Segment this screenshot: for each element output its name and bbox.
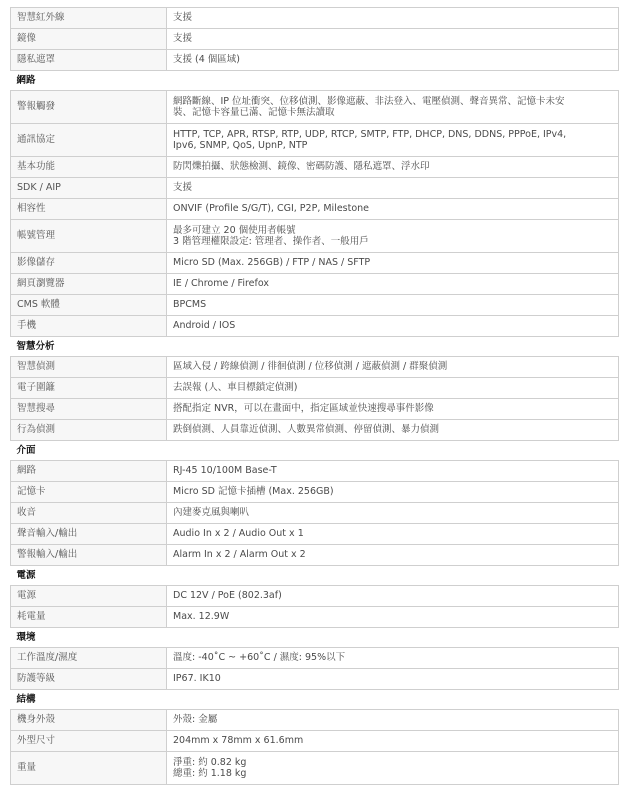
spec-label: 收音 [11, 503, 167, 524]
spec-label: 鏡像 [11, 29, 167, 50]
spec-table-body [11, 8, 619, 785]
spec-value: 淨重: 約 0.82 kg 總重: 約 1.18 kg [167, 752, 619, 785]
spec-value: 內建麥克風與喇叭 [167, 503, 619, 524]
spec-label: 智慧紅外線 [11, 8, 167, 29]
spec-label: 影像儲存 [11, 253, 167, 274]
spec-row [11, 752, 619, 785]
spec-row [11, 157, 619, 178]
spec-row [11, 731, 619, 752]
spec-label: 相容性 [11, 199, 167, 220]
spec-row [11, 220, 619, 253]
spec-value: 支援 (4 個區域) [167, 50, 619, 71]
spec-row [11, 503, 619, 524]
spec-value: 溫度: -40˚C ~ +60˚C / 濕度: 95%以下 [167, 648, 619, 669]
spec-label: 帳號管理 [11, 220, 167, 253]
spec-label: 網頁瀏覽器 [11, 274, 167, 295]
section-header-row [11, 690, 619, 710]
spec-value: 204mm x 78mm x 61.6mm [167, 731, 619, 752]
spec-value: Alarm In x 2 / Alarm Out x 2 [167, 545, 619, 566]
spec-label: 外型尺寸 [11, 731, 167, 752]
spec-row [11, 316, 619, 337]
spec-row [11, 399, 619, 420]
spec-row [11, 29, 619, 50]
section-header-row [11, 566, 619, 586]
spec-label: 隱私遮罩 [11, 50, 167, 71]
section-title: 智慧分析 [11, 337, 619, 357]
spec-row [11, 253, 619, 274]
spec-value: 區域入侵 / 跨線偵測 / 徘徊偵測 / 位移偵測 / 遮蔽偵測 / 群聚偵測 [167, 357, 619, 378]
spec-value: Android / IOS [167, 316, 619, 337]
spec-value: 支援 [167, 178, 619, 199]
spec-label: 聲音輸入/輸出 [11, 524, 167, 545]
spec-row [11, 178, 619, 199]
spec-row [11, 357, 619, 378]
section-header-row [11, 71, 619, 91]
section-title: 介面 [11, 441, 619, 461]
spec-label: 智慧偵測 [11, 357, 167, 378]
spec-row [11, 199, 619, 220]
spec-value: RJ-45 10/100M Base-T [167, 461, 619, 482]
section-header-row [11, 337, 619, 357]
spec-row [11, 648, 619, 669]
spec-row [11, 274, 619, 295]
spec-label: 手機 [11, 316, 167, 337]
spec-value: IE / Chrome / Firefox [167, 274, 619, 295]
spec-row [11, 461, 619, 482]
spec-row [11, 586, 619, 607]
spec-value: ONVIF (Profile S/G/T), CGI, P2P, Milestone [167, 199, 619, 220]
spec-row [11, 8, 619, 29]
spec-value: DC 12V / PoE (802.3af) [167, 586, 619, 607]
spec-label: 行為偵測 [11, 420, 167, 441]
spec-label: 重量 [11, 752, 167, 785]
spec-label: 機身外殼 [11, 710, 167, 731]
spec-value: 網路斷線、IP 位址衝突、位移偵測、影像遮蔽、非法登入、電壓偵測、聲音異常、記憶卡未安 裝、記憶卡容量已滿、記憶卡無法讀取 [167, 91, 619, 124]
spec-row [11, 420, 619, 441]
spec-row [11, 607, 619, 628]
spec-row [11, 378, 619, 399]
section-header-row [11, 628, 619, 648]
spec-label: 警報觸發 [11, 91, 167, 124]
spec-row [11, 482, 619, 503]
spec-value: Micro SD 記憶卡插槽 (Max. 256GB) [167, 482, 619, 503]
spec-value: Audio In x 2 / Audio Out x 1 [167, 524, 619, 545]
spec-value: Micro SD (Max. 256GB) / FTP / NAS / SFTP [167, 253, 619, 274]
spec-label: 通訊協定 [11, 124, 167, 157]
spec-label: 基本功能 [11, 157, 167, 178]
spec-label: 電源 [11, 586, 167, 607]
spec-label: 工作溫度/濕度 [11, 648, 167, 669]
spec-value: BPCMS [167, 295, 619, 316]
section-title: 環境 [11, 628, 619, 648]
spec-value: 支援 [167, 29, 619, 50]
spec-label: 耗電量 [11, 607, 167, 628]
spec-label: 警報輸入/輸出 [11, 545, 167, 566]
spec-row [11, 524, 619, 545]
spec-row [11, 545, 619, 566]
spec-row [11, 124, 619, 157]
spec-value: 防閃爍拍攝、狀態檢測、鏡像、密碼防護、隱私遮罩、浮水印 [167, 157, 619, 178]
spec-row [11, 50, 619, 71]
spec-row [11, 669, 619, 690]
spec-row [11, 91, 619, 124]
spec-value: 跌倒偵測、人員靠近偵測、人數異常偵測、停留偵測、暴力偵測 [167, 420, 619, 441]
spec-value: Max. 12.9W [167, 607, 619, 628]
spec-value: 去誤報 (人、車目標鎖定偵測) [167, 378, 619, 399]
spec-value: IP67. IK10 [167, 669, 619, 690]
spec-label: 智慧搜尋 [11, 399, 167, 420]
spec-label: 防護等級 [11, 669, 167, 690]
section-title: 網路 [11, 71, 619, 91]
spec-label: 網路 [11, 461, 167, 482]
spec-value: 外殼: 金屬 [167, 710, 619, 731]
spec-value: HTTP, TCP, APR, RTSP, RTP, UDP, RTCP, SMTP, FTP, DHCP, DNS, DDNS, PPPoE, IPv4, Ipv6, SNMP, QoS, UpnP, NTP [167, 124, 619, 157]
section-title: 電源 [11, 566, 619, 586]
spec-label: CMS 軟體 [11, 295, 167, 316]
spec-row [11, 710, 619, 731]
spec-table [10, 7, 619, 785]
section-title: 結構 [11, 690, 619, 710]
spec-label: 記憶卡 [11, 482, 167, 503]
spec-value: 支援 [167, 8, 619, 29]
spec-label: SDK / AIP [11, 178, 167, 199]
section-header-row [11, 441, 619, 461]
spec-value: 搭配指定 NVR，可以在畫面中，指定區域並快速搜尋事件影像 [167, 399, 619, 420]
spec-row [11, 295, 619, 316]
spec-value: 最多可建立 20 個使用者帳號 3 階管理權限設定: 管理者、操作者、一般用戶 [167, 220, 619, 253]
spec-label: 電子圍籬 [11, 378, 167, 399]
